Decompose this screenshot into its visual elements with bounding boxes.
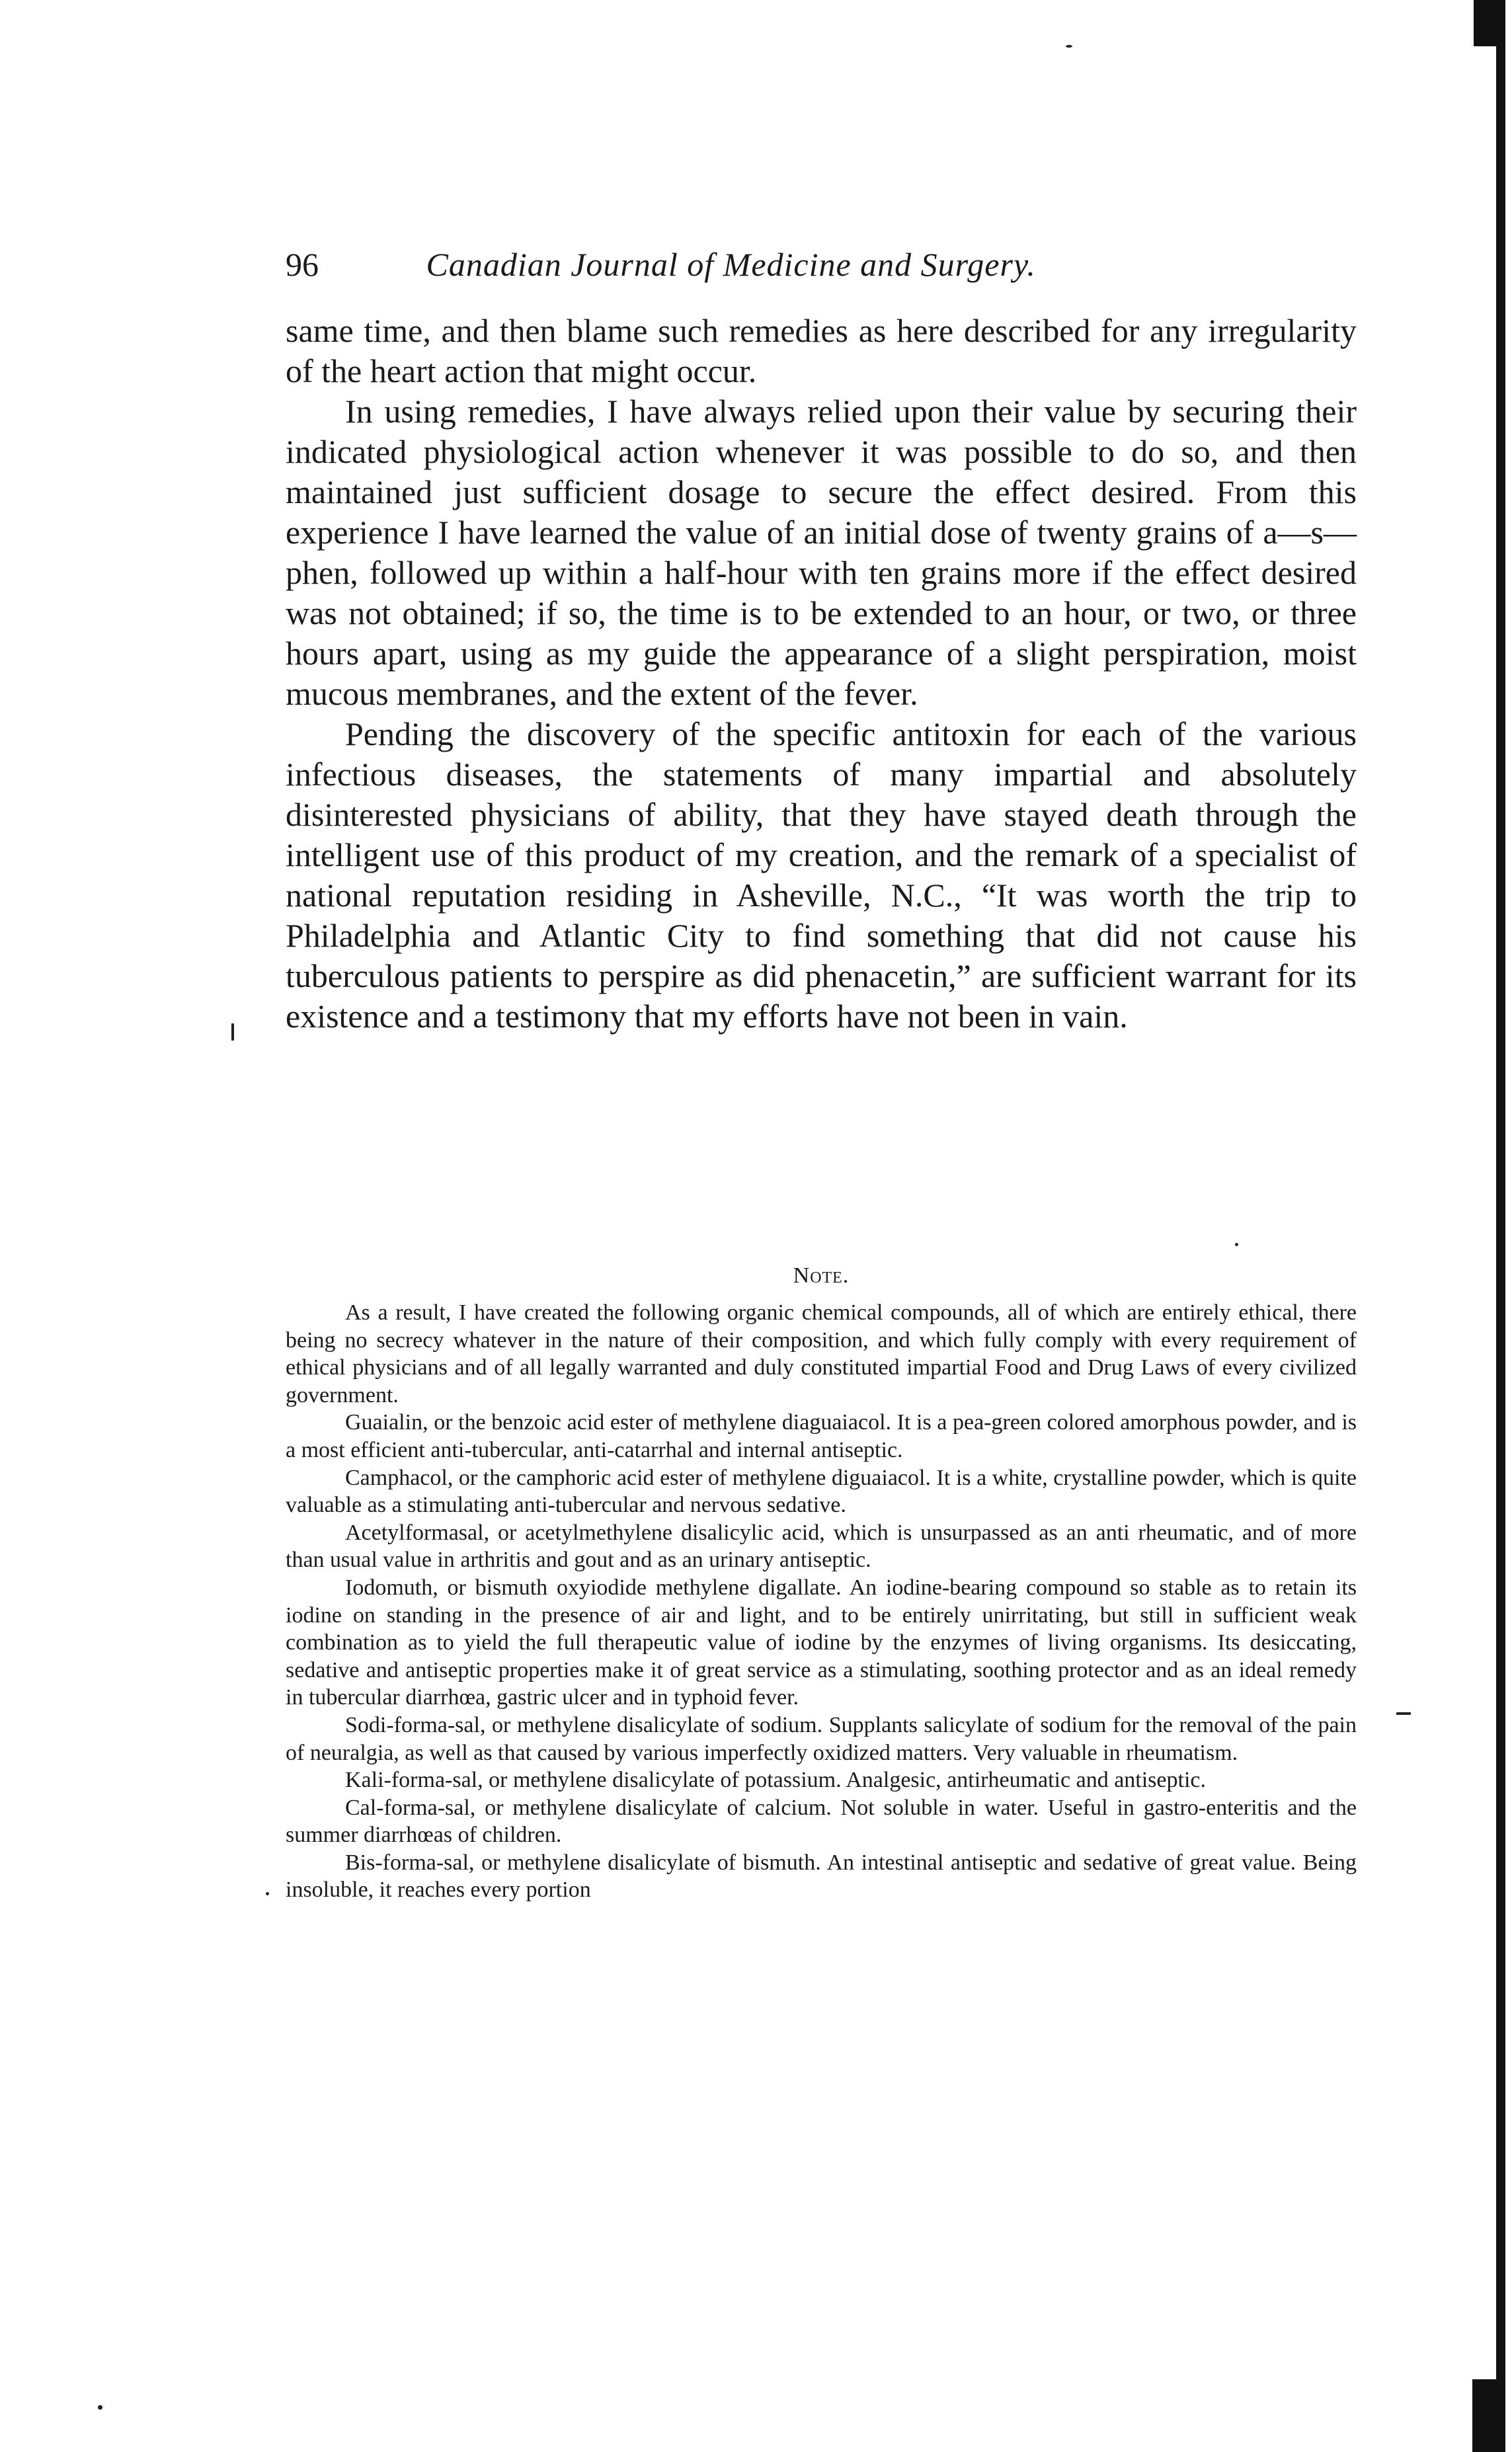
note-paragraph: Kali-forma-sal, or methylene disalicylate of potassium. Analgesic, antirheumatic and antiseptic. [345, 1768, 1206, 1793]
note-paragraph: Acetylformasal, or acetylmethylene disalicylic acid, which is unsurpassed as an anti rheumatic, and of more than usual value in arthritis and gout and as an urinary antiseptic. [286, 1520, 1357, 1573]
scan-edge-bar [1496, 0, 1505, 2452]
body-paragraph: same time, and then blame such remedies as here described for any irregularity of the heart action that might occur. [286, 312, 1357, 389]
body-paragraph: Pending the discovery of the specific antitoxin for each of the various infectious diseases, the statements of many impartial and absolutely disinterested physicians of ability, that they have stayed death through the intelligent use of this product of my creation, and the remark of a specialist of national reputation residing in Asheville, N.C., “It was worth the trip to Philadelphia and Atlantic City to find something that did not cause his tuberculous patients to perspire as did phenacetin,” are sufficient warrant for its existence and a testimony that my efforts have not been in vain. [286, 715, 1357, 1035]
page-header [286, 241, 1211, 288]
note-paragraph: Iodomuth, or bismuth oxyiodide methylene digallate. An iodine-bearing compound so stable as to retain its iodine on standing in the presence of air and light, and to be entirely unirritating, but still in sufficient weak combination as to yield the full therapeutic value of iodine by the enzymes of living organisms. Its desiccating, sedative and antiseptic properties make it of great service as a stimulating, soothing protector and as an ideal remedy in tubercular diarrhœa, gastric ulcer and in typhoid fever. [286, 1575, 1357, 1710]
scan-speck [231, 1023, 234, 1041]
note-paragraph: As a result, I have created the following organic chemical compounds, all of which are entirely ethical, there being no secrecy whatever in the nature of their composition, and which fully comply with every requirement of ethical physicians and of all legally warranted and duly constituted impartial Food and Drug Laws of every civilized government. [286, 1300, 1357, 1407]
note-section [286, 1299, 1357, 1904]
note-paragraph: Sodi-forma-sal, or methylene disalicylate of sodium. Supplants salicylate of sodium for the removal of the pain of neuralgia, as well as that caused by various imperfectly oxidized matters. Very valuable in rheumatism. [286, 1712, 1357, 1765]
scan-speck [98, 2405, 102, 2410]
scan-speck [266, 1892, 269, 1895]
note-heading: Note. [793, 1263, 850, 1288]
scan-speck [1066, 45, 1072, 48]
running-head-title: Canadian Journal of Medicine and Surgery. [426, 246, 1036, 283]
note-paragraph: Guaialin, or the benzoic acid ester of methylene diaguaiacol. It is a pea-green colored amorphous powder, and is a most efficient anti-tubercular, anti-catarrhal and internal antiseptic. [286, 1410, 1357, 1462]
article-body [286, 311, 1357, 1037]
note-paragraph: Bis-forma-sal, or methylene disalicylate of bismuth. An intestinal antiseptic and sedative of great value. Being insoluble, it reaches every portion [286, 1850, 1357, 1903]
note-paragraph: Cal-forma-sal, or methylene disalicylate of calcium. Not soluble in water. Useful in gastro-enteritis and the summer diarrhœas of children. [286, 1795, 1357, 1848]
note-paragraph: Camphacol, or the camphoric acid ester of methylene diguaiacol. It is a white, crystalline powder, which is quite valuable as a stimulating anti-tubercular and nervous sedative. [286, 1465, 1357, 1518]
body-paragraph: In using remedies, I have always relied upon their value by securing their indicated physiological action whenever it was possible to do so, and then maintained just sufficient dosage to secure the effect desired. From this experience I have learned the value of an initial dose of twenty grains of a—s—phen, followed up within a half-hour with ten grains more if the effect desired was not obtained; if so, the time is to be extended to an hour, or two, or three hours apart, using as my guide the appearance of a slight perspiration, moist mucous membranes, and the extent of the fever. [286, 393, 1357, 712]
scan-speck [1235, 1243, 1238, 1246]
scan-edge-bottom [1472, 2379, 1505, 2452]
scan-speck [1396, 1712, 1411, 1715]
page-number: 96 [286, 246, 319, 283]
